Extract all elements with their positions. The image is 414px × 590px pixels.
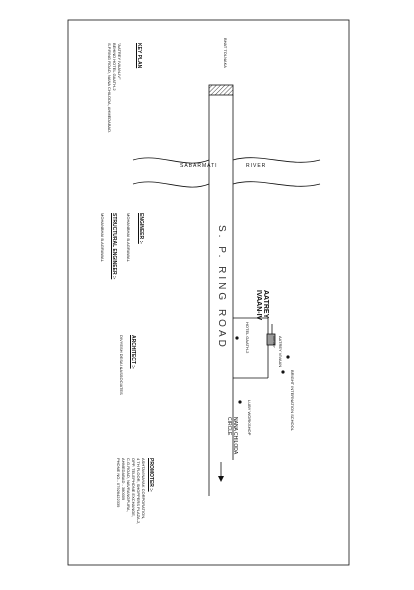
engineer-name: MOHANBHAI B.AGRAWAL xyxy=(126,213,131,262)
architect-heading: ARCHITECT :- xyxy=(130,335,136,369)
hotel-label: HOTEL GAATH-2 xyxy=(245,322,250,354)
address-line-1: "AATREY IVAAN-IV" xyxy=(117,43,122,80)
nana-chiloda-label xyxy=(226,417,239,454)
bright-school-label: BRIGHT INTERNATION SCHOOL xyxy=(290,370,295,431)
bhat-tolnaka-label: BHAT TOLNAKA xyxy=(223,38,228,68)
address-line-2: BEHIND HOTEL GAATH-2 xyxy=(112,43,117,91)
nana-chiloda-line-2: CIRCLE xyxy=(225,417,232,436)
promoter-line-1: ASHTAVINAYAK CORPORATION, xyxy=(141,458,146,520)
aatrey-vivaan-label: AATREY VIVAAN xyxy=(278,336,283,368)
project-title-line-2: IVAAN-IV xyxy=(254,290,262,321)
bhat-tolnaka-marker xyxy=(209,85,233,95)
promoter-line-5: AHMEDABAD - 380009 xyxy=(121,458,126,501)
promoter-line-2: 4 TH FLOOR, SHOPPERS PLAZA-2, xyxy=(136,458,141,525)
luby-workshop-label: LUBY WORKSHOP xyxy=(247,400,252,436)
hotel-marker xyxy=(235,336,238,339)
river-bank-bottom xyxy=(133,182,320,187)
school-marker xyxy=(281,370,284,373)
key-plan-title: KEY PLAN xyxy=(136,43,142,69)
engineer-heading: ENGINEER :- xyxy=(138,213,144,244)
address-line-3: S.P.RING ROAD, NANA CHILODA, AHMEDABAD. xyxy=(107,43,112,134)
direction-arrow-head xyxy=(218,476,224,482)
river-label: RIVER xyxy=(246,163,267,169)
structural-engineer-name: MOHANBHAI B.AGRAWAL xyxy=(100,213,105,262)
promoter-line-6: PHONE NO.- 07926422339 xyxy=(116,458,121,508)
promoter-address xyxy=(116,458,146,524)
promoter-heading: PROMOTER :- xyxy=(148,458,154,492)
project-title xyxy=(254,290,269,320)
sabarmati-label: SABARMATI xyxy=(180,163,218,169)
structural-engineer-heading: STRUCTURAL ENGINEER :- xyxy=(111,213,117,280)
promoter-line-3: OPP. TELEPHONE EXCHANGE, xyxy=(131,458,136,517)
nana-chiloda-line-1: NANA CHILODA xyxy=(232,417,238,455)
key-plan-address xyxy=(107,43,122,133)
promoter-line-4: C.G.ROAD, NAVRANGPURA, xyxy=(126,458,131,512)
architect-name: DIVYESH DESAI &ASSOCIATES xyxy=(119,335,124,395)
workshop-marker xyxy=(238,400,241,403)
road-name-label: S. P. RING ROAD xyxy=(216,225,227,350)
river-bank-top xyxy=(133,158,320,163)
aatrey-site-label: AATREY xyxy=(272,336,276,348)
aatrey-site-marker xyxy=(286,355,289,358)
project-title-line-1: AATREY xyxy=(262,290,269,319)
